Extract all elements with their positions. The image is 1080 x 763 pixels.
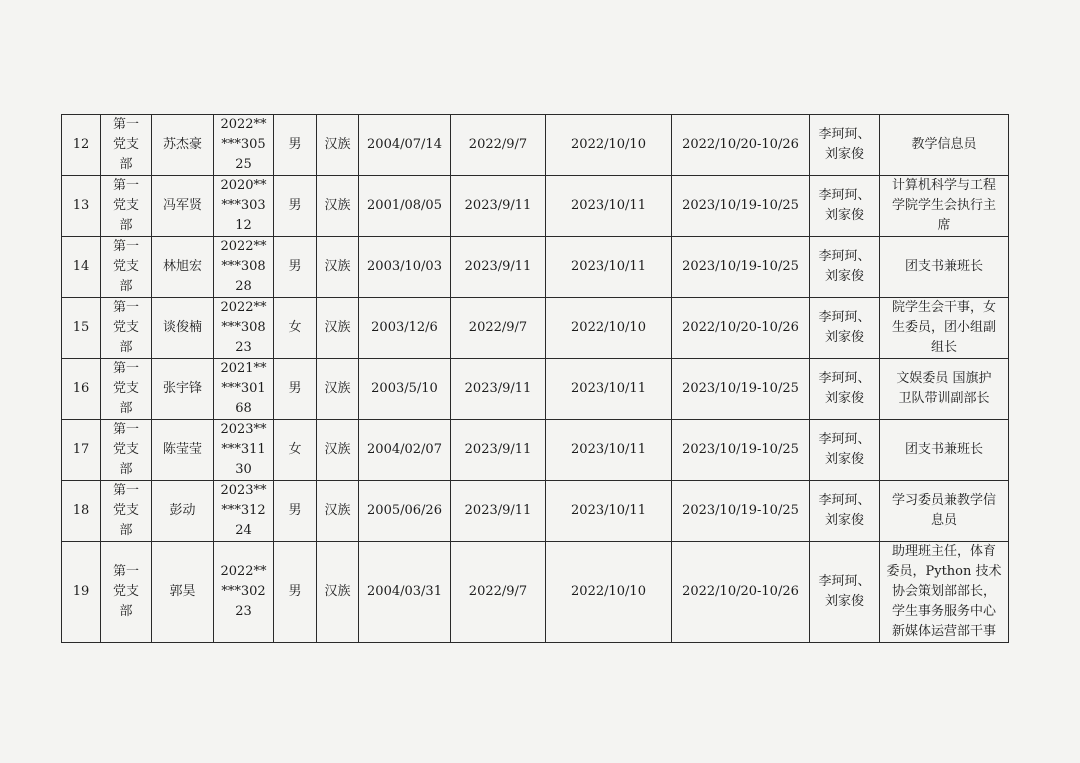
table-row xyxy=(62,542,1009,643)
party-branch-cell-line: 部 xyxy=(119,218,133,233)
table-row xyxy=(62,420,1009,481)
period-cell: 2023/10/19-10/25 xyxy=(672,176,810,237)
student-id-cell-line: 2022** xyxy=(220,239,267,254)
name-cell: 冯军贤 xyxy=(152,176,214,237)
date-cell: 2023/10/11 xyxy=(546,359,672,420)
student-id-cell-line: 30 xyxy=(235,462,252,477)
row-number-cell: 17 xyxy=(62,420,101,481)
party-branch-cell-line: 党支 xyxy=(112,584,139,599)
period-cell: 2023/10/19-10/25 xyxy=(672,481,810,542)
birth-date-cell: 2004/07/14 xyxy=(359,115,451,176)
period-cell: 2022/10/20-10/26 xyxy=(672,115,810,176)
table-row xyxy=(62,176,1009,237)
party-branch-cell-line: 部 xyxy=(119,462,133,477)
position-cell-line: 计算机科学与工程 xyxy=(891,178,996,193)
party-branch-cell-line: 第一 xyxy=(112,564,139,579)
row-number-cell: 12 xyxy=(62,115,101,176)
date-cell: 2022/9/7 xyxy=(451,542,546,643)
row-number-cell: 16 xyxy=(62,359,101,420)
position-cell-line: 席 xyxy=(937,218,951,233)
ethnicity-cell: 汉族 xyxy=(317,237,359,298)
row-number-cell: 13 xyxy=(62,176,101,237)
name-cell: 林旭宏 xyxy=(152,237,214,298)
party-branch-cell-line: 党支 xyxy=(112,503,139,518)
student-id-cell-line: 2022** xyxy=(220,117,267,132)
ethnicity-cell: 汉族 xyxy=(317,542,359,643)
gender-cell: 男 xyxy=(274,176,317,237)
student-id-cell-line: 24 xyxy=(235,523,252,538)
birth-date-cell: 2005/06/26 xyxy=(359,481,451,542)
position-cell-line: 委员，Python 技术 xyxy=(886,564,1002,579)
contact-persons-cell xyxy=(810,359,880,420)
contact-persons-cell xyxy=(810,115,880,176)
party-branch-cell-line: 部 xyxy=(119,401,133,416)
party-branch-cell-line: 党支 xyxy=(112,381,139,396)
position-cell-line: 学生事务服务中心 xyxy=(891,604,996,619)
period-cell: 2023/10/19-10/25 xyxy=(672,237,810,298)
position-cell-line: 助理班主任，体育 xyxy=(891,544,996,559)
birth-date-cell: 2003/12/6 xyxy=(359,298,451,359)
period-cell: 2022/10/20-10/26 xyxy=(672,542,810,643)
contact-persons-cell-line: 李珂珂、 xyxy=(818,493,871,508)
party-branch-cell-line: 第一 xyxy=(112,483,139,498)
position-cell-line: 卫队带训副部长 xyxy=(898,391,990,406)
row-number-cell: 19 xyxy=(62,542,101,643)
contact-persons-cell-line: 刘家俊 xyxy=(824,330,864,345)
student-id-cell-line: 2020** xyxy=(220,178,267,193)
student-id-cell-line: ***308 xyxy=(221,259,266,274)
student-id-cell xyxy=(214,481,274,542)
contact-persons-cell-line: 刘家俊 xyxy=(824,269,864,284)
party-branch-cell-line: 部 xyxy=(119,157,133,172)
date-cell: 2022/10/10 xyxy=(546,298,672,359)
table-row xyxy=(62,359,1009,420)
contact-persons-cell xyxy=(810,176,880,237)
student-id-cell-line: 68 xyxy=(235,401,252,416)
party-branch-cell-line: 党支 xyxy=(112,259,139,274)
student-id-cell-line: ***311 xyxy=(221,442,266,457)
student-id-cell-line: ***305 xyxy=(221,137,266,152)
ethnicity-cell: 汉族 xyxy=(317,298,359,359)
party-branch-cell-line: 第一 xyxy=(112,178,139,193)
party-branch-cell-line: 部 xyxy=(119,604,133,619)
contact-persons-cell-line: 刘家俊 xyxy=(824,208,864,223)
party-branch-cell xyxy=(101,115,152,176)
contact-persons-cell-line: 李珂珂、 xyxy=(818,188,871,203)
student-id-cell-line: ***302 xyxy=(221,584,266,599)
name-cell: 彭动 xyxy=(152,481,214,542)
gender-cell: 男 xyxy=(274,542,317,643)
date-cell: 2022/10/10 xyxy=(546,115,672,176)
student-id-cell xyxy=(214,420,274,481)
party-branch-cell-line: 第一 xyxy=(112,300,139,315)
date-cell: 2022/10/10 xyxy=(546,542,672,643)
party-branch-cell-line: 党支 xyxy=(112,198,139,213)
gender-cell: 女 xyxy=(274,298,317,359)
contact-persons-cell xyxy=(810,481,880,542)
date-cell: 2023/9/11 xyxy=(451,237,546,298)
student-id-cell xyxy=(214,176,274,237)
student-id-cell-line: 2023** xyxy=(220,483,267,498)
student-id-cell-line: ***303 xyxy=(221,198,266,213)
date-cell: 2023/10/11 xyxy=(546,420,672,481)
member-roster-table xyxy=(61,114,1009,643)
contact-persons-cell-line: 刘家俊 xyxy=(824,513,864,528)
student-id-cell-line: ***308 xyxy=(221,320,266,335)
ethnicity-cell: 汉族 xyxy=(317,481,359,542)
date-cell: 2023/10/11 xyxy=(546,481,672,542)
party-branch-cell-line: 第一 xyxy=(112,361,139,376)
date-cell: 2023/9/11 xyxy=(451,481,546,542)
birth-date-cell: 2004/02/07 xyxy=(359,420,451,481)
position-cell xyxy=(880,115,1009,176)
position-cell-line: 组长 xyxy=(930,340,957,355)
party-branch-cell-line: 党支 xyxy=(112,442,139,457)
contact-persons-cell-line: 李珂珂、 xyxy=(818,127,871,142)
date-cell: 2023/9/11 xyxy=(451,420,546,481)
position-cell-line: 学院学生会执行主 xyxy=(891,198,996,213)
position-cell xyxy=(880,237,1009,298)
student-id-cell-line: 23 xyxy=(235,604,252,619)
position-cell-line: 生委员，团小组副 xyxy=(891,320,996,335)
table-row xyxy=(62,481,1009,542)
contact-persons-cell-line: 李珂珂、 xyxy=(818,574,871,589)
position-cell-line: 教学信息员 xyxy=(911,137,977,152)
student-id-cell xyxy=(214,115,274,176)
position-cell xyxy=(880,298,1009,359)
party-branch-cell-line: 第一 xyxy=(112,239,139,254)
row-number-cell: 18 xyxy=(62,481,101,542)
position-cell xyxy=(880,481,1009,542)
name-cell: 苏杰豪 xyxy=(152,115,214,176)
table-row xyxy=(62,298,1009,359)
student-id-cell-line: 28 xyxy=(235,279,252,294)
contact-persons-cell-line: 刘家俊 xyxy=(824,452,864,467)
party-branch-cell-line: 第一 xyxy=(112,422,139,437)
position-cell-line: 团支书兼班长 xyxy=(904,442,983,457)
position-cell xyxy=(880,359,1009,420)
name-cell: 陈莹莹 xyxy=(152,420,214,481)
gender-cell: 男 xyxy=(274,359,317,420)
contact-persons-cell-line: 李珂珂、 xyxy=(818,432,871,447)
party-branch-cell xyxy=(101,542,152,643)
contact-persons-cell-line: 李珂珂、 xyxy=(818,249,871,264)
gender-cell: 男 xyxy=(274,481,317,542)
party-branch-cell-line: 部 xyxy=(119,340,133,355)
position-cell-line: 学习委员兼教学信 xyxy=(891,493,996,508)
student-id-cell-line: 25 xyxy=(235,157,252,172)
contact-persons-cell xyxy=(810,542,880,643)
contact-persons-cell-line: 李珂珂、 xyxy=(818,310,871,325)
contact-persons-cell xyxy=(810,237,880,298)
student-id-cell-line: ***301 xyxy=(221,381,266,396)
contact-persons-cell xyxy=(810,420,880,481)
student-id-cell-line: 2021** xyxy=(220,361,267,376)
date-cell: 2023/9/11 xyxy=(451,176,546,237)
party-branch-cell xyxy=(101,481,152,542)
gender-cell: 男 xyxy=(274,115,317,176)
contact-persons-cell-line: 刘家俊 xyxy=(824,391,864,406)
party-branch-cell xyxy=(101,176,152,237)
student-id-cell-line: 2022** xyxy=(220,300,267,315)
period-cell: 2023/10/19-10/25 xyxy=(672,420,810,481)
party-branch-cell xyxy=(101,420,152,481)
contact-persons-cell-line: 刘家俊 xyxy=(824,147,864,162)
name-cell: 谈俊楠 xyxy=(152,298,214,359)
position-cell-line: 新媒体运营部干事 xyxy=(891,624,996,639)
date-cell: 2023/10/11 xyxy=(546,176,672,237)
party-branch-cell-line: 部 xyxy=(119,279,133,294)
name-cell: 张宇锋 xyxy=(152,359,214,420)
position-cell-line: 团支书兼班长 xyxy=(904,259,983,274)
party-branch-cell-line: 部 xyxy=(119,523,133,538)
position-cell xyxy=(880,420,1009,481)
position-cell-line: 文娱委员 国旗护 xyxy=(896,371,992,386)
student-id-cell xyxy=(214,237,274,298)
gender-cell: 女 xyxy=(274,420,317,481)
student-id-cell xyxy=(214,359,274,420)
student-id-cell-line: 2023** xyxy=(220,422,267,437)
period-cell: 2022/10/20-10/26 xyxy=(672,298,810,359)
ethnicity-cell: 汉族 xyxy=(317,420,359,481)
ethnicity-cell: 汉族 xyxy=(317,359,359,420)
party-branch-cell-line: 党支 xyxy=(112,137,139,152)
student-id-cell-line: 2022** xyxy=(220,564,267,579)
position-cell-line: 协会策划部部长， xyxy=(891,584,996,599)
ethnicity-cell: 汉族 xyxy=(317,176,359,237)
period-cell: 2023/10/19-10/25 xyxy=(672,359,810,420)
name-cell: 郭昊 xyxy=(152,542,214,643)
contact-persons-cell xyxy=(810,298,880,359)
row-number-cell: 15 xyxy=(62,298,101,359)
party-branch-cell-line: 第一 xyxy=(112,117,139,132)
birth-date-cell: 2004/03/31 xyxy=(359,542,451,643)
position-cell-line: 息员 xyxy=(930,513,957,528)
date-cell: 2023/10/11 xyxy=(546,237,672,298)
position-cell xyxy=(880,542,1009,643)
birth-date-cell: 2003/10/03 xyxy=(359,237,451,298)
contact-persons-cell-line: 刘家俊 xyxy=(824,594,864,609)
party-branch-cell-line: 党支 xyxy=(112,320,139,335)
roster-body xyxy=(62,115,1009,643)
student-id-cell-line: 23 xyxy=(235,340,252,355)
ethnicity-cell: 汉族 xyxy=(317,115,359,176)
gender-cell: 男 xyxy=(274,237,317,298)
party-branch-cell xyxy=(101,298,152,359)
party-branch-cell xyxy=(101,359,152,420)
student-id-cell-line: ***312 xyxy=(221,503,266,518)
date-cell: 2022/9/7 xyxy=(451,115,546,176)
student-id-cell xyxy=(214,298,274,359)
birth-date-cell: 2001/08/05 xyxy=(359,176,451,237)
row-number-cell: 14 xyxy=(62,237,101,298)
student-id-cell xyxy=(214,542,274,643)
table-row xyxy=(62,237,1009,298)
contact-persons-cell-line: 李珂珂、 xyxy=(818,371,871,386)
position-cell-line: 院学生会干事，女 xyxy=(891,300,996,315)
birth-date-cell: 2003/5/10 xyxy=(359,359,451,420)
party-branch-cell xyxy=(101,237,152,298)
date-cell: 2022/9/7 xyxy=(451,298,546,359)
date-cell: 2023/9/11 xyxy=(451,359,546,420)
student-id-cell-line: 12 xyxy=(235,218,252,233)
table-row xyxy=(62,115,1009,176)
position-cell xyxy=(880,176,1009,237)
